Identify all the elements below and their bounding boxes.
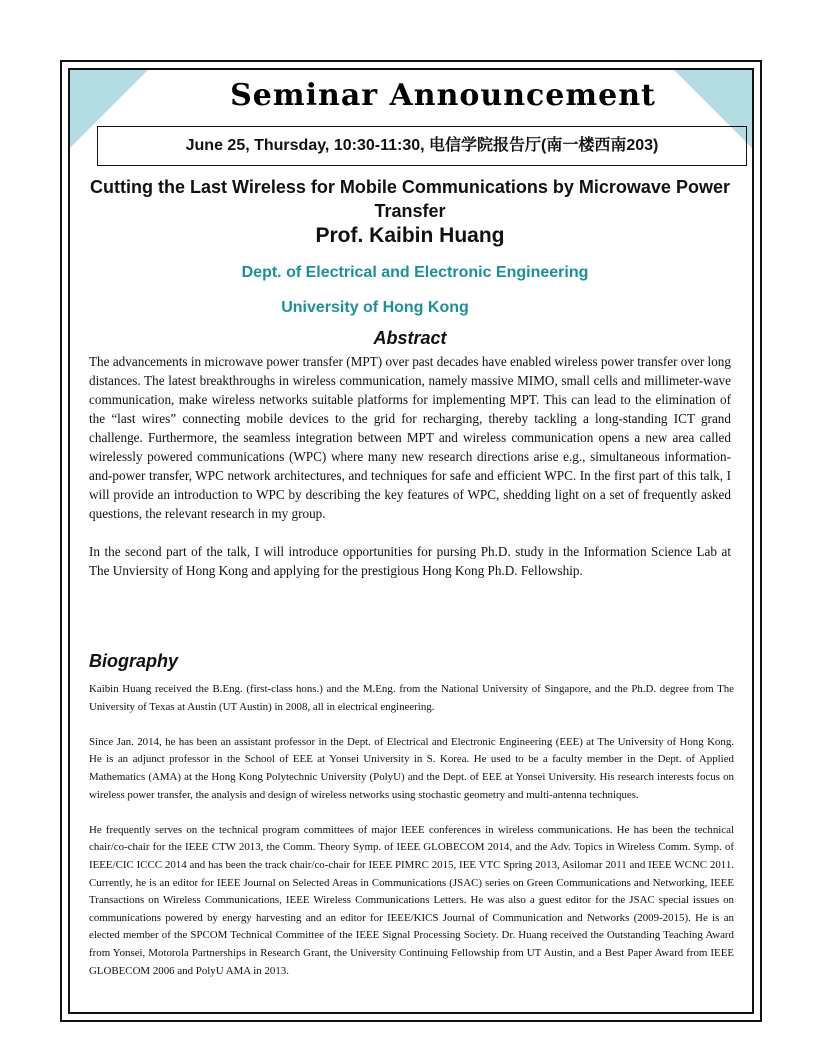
talk-title: Cutting the Last Wireless for Mobile Communications by Microwave Power Transfer [90, 177, 730, 221]
page-title: Seminar Announcement [230, 78, 656, 113]
abstract-paragraph: The advancements in microwave power transfer (MPT) over past decades have enabled wireless power transfer over long distances. The latest breakthroughs in wireless communication, namely massive MIMO, small cells and millimeter-wave communication, make wireless networks suitable platforms for implementing MPT. This can lead to the elimination of the “last wires” connecting mobile devices to the grid for recharging, thereby tackling a long-standing ICT grand challenge. Furthermore, the seamless integration between MPT and wireless communication opens a new area called wirelessly powered communications (WPC) where many new research directions arise e.g., simultaneous information-and-power transfer, WPC network architectures, and techniques for safe and efficient WPC. In the first part of this talk, I will provide an introduction to WPC by describing the key features of WPC, shedding light on a set of frequently asked questions, the relevant research in my group. [89, 354, 731, 521]
date-location-box: June 25, Thursday, 10:30-11:30, 电信学院报告厅(南一楼西南203) [97, 126, 747, 166]
biography-paragraph: He frequently serves on the technical program committees of major IEEE conferences in wireless communications. He has been the technical chair/co-chair for the IEEE CTW 2013, the Comm. Theory Symp. of IEEE GLOBECOM 2014, and the Adv. Topics in Wireless Comm. Symp. of IEEE/CIC ICCC 2014 and has been the track chair/co-chair for IEEE PIMRC 2015, IEE VTC Spring 2013, Asilomar 2011 and IEEE WCNC 2011. Currently, he is an editor for IEEE Journal on Selected Areas in Communications (JSAC) series on Green Communications and Networking, IEEE Transactions on Wireless Communications, IEEE Wireless Communications Letters. He was also a guest editor for the JSAC special issues on communications powered by energy harvesting and an editor for IEEE/KICS Journal of Communication and Networks (2009-2015). He is an elected member of the SPCOM Technical Committee of the IEEE Signal Processing Society. Dr. Huang received the Outstanding Teaching Award from Yonsei, Motorola Partnerships in Research Grant, the University Continuing Fellowship from UT Austin, and a Best Paper Award from IEEE GLOBECOM 2006 and PolyU AMA in 2013. [89, 823, 734, 977]
biography-body [89, 681, 734, 998]
biography-heading: Biography [89, 651, 179, 671]
speaker-name: Prof. Kaibin Huang [315, 224, 505, 247]
abstract-heading: Abstract [373, 328, 447, 348]
biography-paragraph: Since Jan. 2014, he has been an assistant professor in the Dept. of Electrical and Electronic Engineering (EEE) at The University of Hong Kong. He is an adjunct professor in the School of EEE at Yonsei University in S. Korea. He used to be a faculty member in the Dept. of Applied Mathematics (AMA) at the Hong Kong Polytechnic University (PolyU) and the Dept. of EEE at Yonsei University. His research interests focus on wireless power transfer, the analysis and design of wireless networks using stochastic geometry and multi-antenna techniques. [89, 735, 734, 801]
biography-paragraph: Kaibin Huang received the B.Eng. (first-class hons.) and the M.Eng. from the National University of Singapore, and the Ph.D. degree from The University of Texas at Austin (UT Austin) in 2008, all in electrical engineering. [89, 683, 734, 713]
speaker-department: Dept. of Electrical and Electronic Engineering [241, 264, 589, 281]
abstract-body [89, 352, 731, 599]
abstract-paragraph: In the second part of the talk, I will introduce opportunities for pursing Ph.D. study in the Information Science Lab at The Unviersity of Hong Kong and applying for the prestigious Hong Kong Ph.D. Fellowship. [89, 544, 731, 578]
speaker-university: University of Hong Kong [281, 299, 469, 316]
